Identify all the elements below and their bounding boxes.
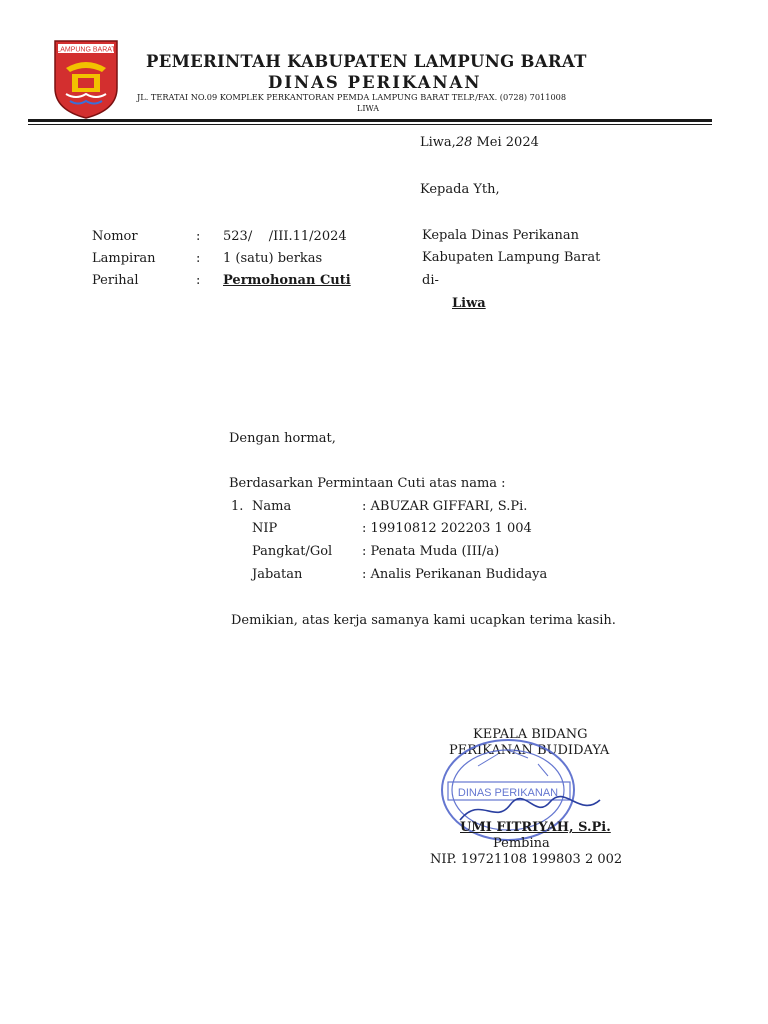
kop-agency-name: DINAS PERIKANAN — [268, 73, 482, 92]
addressee-line-1: Kepala Dinas Perikanan — [422, 228, 580, 243]
stamp-text: DINAS PERIKANAN — [457, 787, 559, 799]
greeting: Dengan hormat, — [229, 431, 336, 446]
field-value-nama: : ABUZAR GIFFARI, S.Pi. — [362, 499, 528, 514]
signature-title-2: PERIKANAN BUDIDAYA — [449, 743, 610, 758]
addressee-line-3: di- — [422, 273, 439, 288]
field-label-nip: NIP — [252, 521, 278, 536]
field-label-jabatan: Jabatan — [252, 567, 303, 582]
perihal-colon: : — [196, 273, 201, 288]
nomor-value: 523/ /III.11/2024 — [223, 229, 347, 244]
intro-text: Berdasarkan Permintaan Cuti atas nama : — [229, 476, 506, 491]
list-number: 1. — [231, 499, 244, 514]
signatory-name: UMI FITRIYAH, S.Pi. — [460, 820, 611, 835]
signature-title-1: KEPALA BIDANG — [473, 727, 588, 742]
letterhead-rule-thick — [28, 119, 712, 122]
nomor-colon: : — [196, 229, 201, 244]
lampiran-label: Lampiran — [92, 251, 156, 266]
lampiran-colon: : — [196, 251, 201, 266]
field-value-jabatan: : Analis Perikanan Budidaya — [362, 567, 548, 582]
signatory-nip: NIP. 19721108 199803 2 002 — [430, 852, 623, 867]
field-label-nama: Nama — [252, 499, 292, 514]
logo-text: LAMPUNG BARAT — [56, 46, 116, 54]
field-value-nip: : 19910812 202203 1 004 — [362, 521, 532, 536]
nomor-label: Nomor — [92, 229, 138, 244]
letter-date: Liwa,28 Mei 2024 — [420, 135, 539, 150]
kop-city: LIWA — [357, 104, 380, 113]
perihal-label: Perihal — [92, 273, 139, 288]
signatory-rank: Pembina — [493, 836, 550, 851]
lampiran-value: 1 (satu) berkas — [223, 251, 323, 266]
addressee-line-2: Kabupaten Lampung Barat — [422, 250, 601, 265]
field-value-pangkat: : Penata Muda (III/a) — [362, 544, 500, 559]
letterhead-rule-thin — [28, 124, 712, 125]
closing-text: Demikian, atas kerja samanya kami ucapkan terima kasih. — [231, 613, 616, 628]
kop-address: JL. TERATAI NO.09 KOMPLEK PERKANTORAN PEMDA LAMPUNG BARAT TELP./FAX. (0728) 7011008 — [137, 92, 567, 102]
addressee-salutation: Kepada Yth, — [420, 182, 500, 197]
addressee-place: Liwa — [452, 296, 486, 311]
lampung-barat-logo — [52, 38, 120, 120]
kop-government-name: PEMERINTAH KABUPATEN LAMPUNG BARAT — [146, 52, 587, 71]
perihal-value: Permohonan Cuti — [223, 273, 351, 288]
field-label-pangkat: Pangkat/Gol — [252, 544, 333, 559]
